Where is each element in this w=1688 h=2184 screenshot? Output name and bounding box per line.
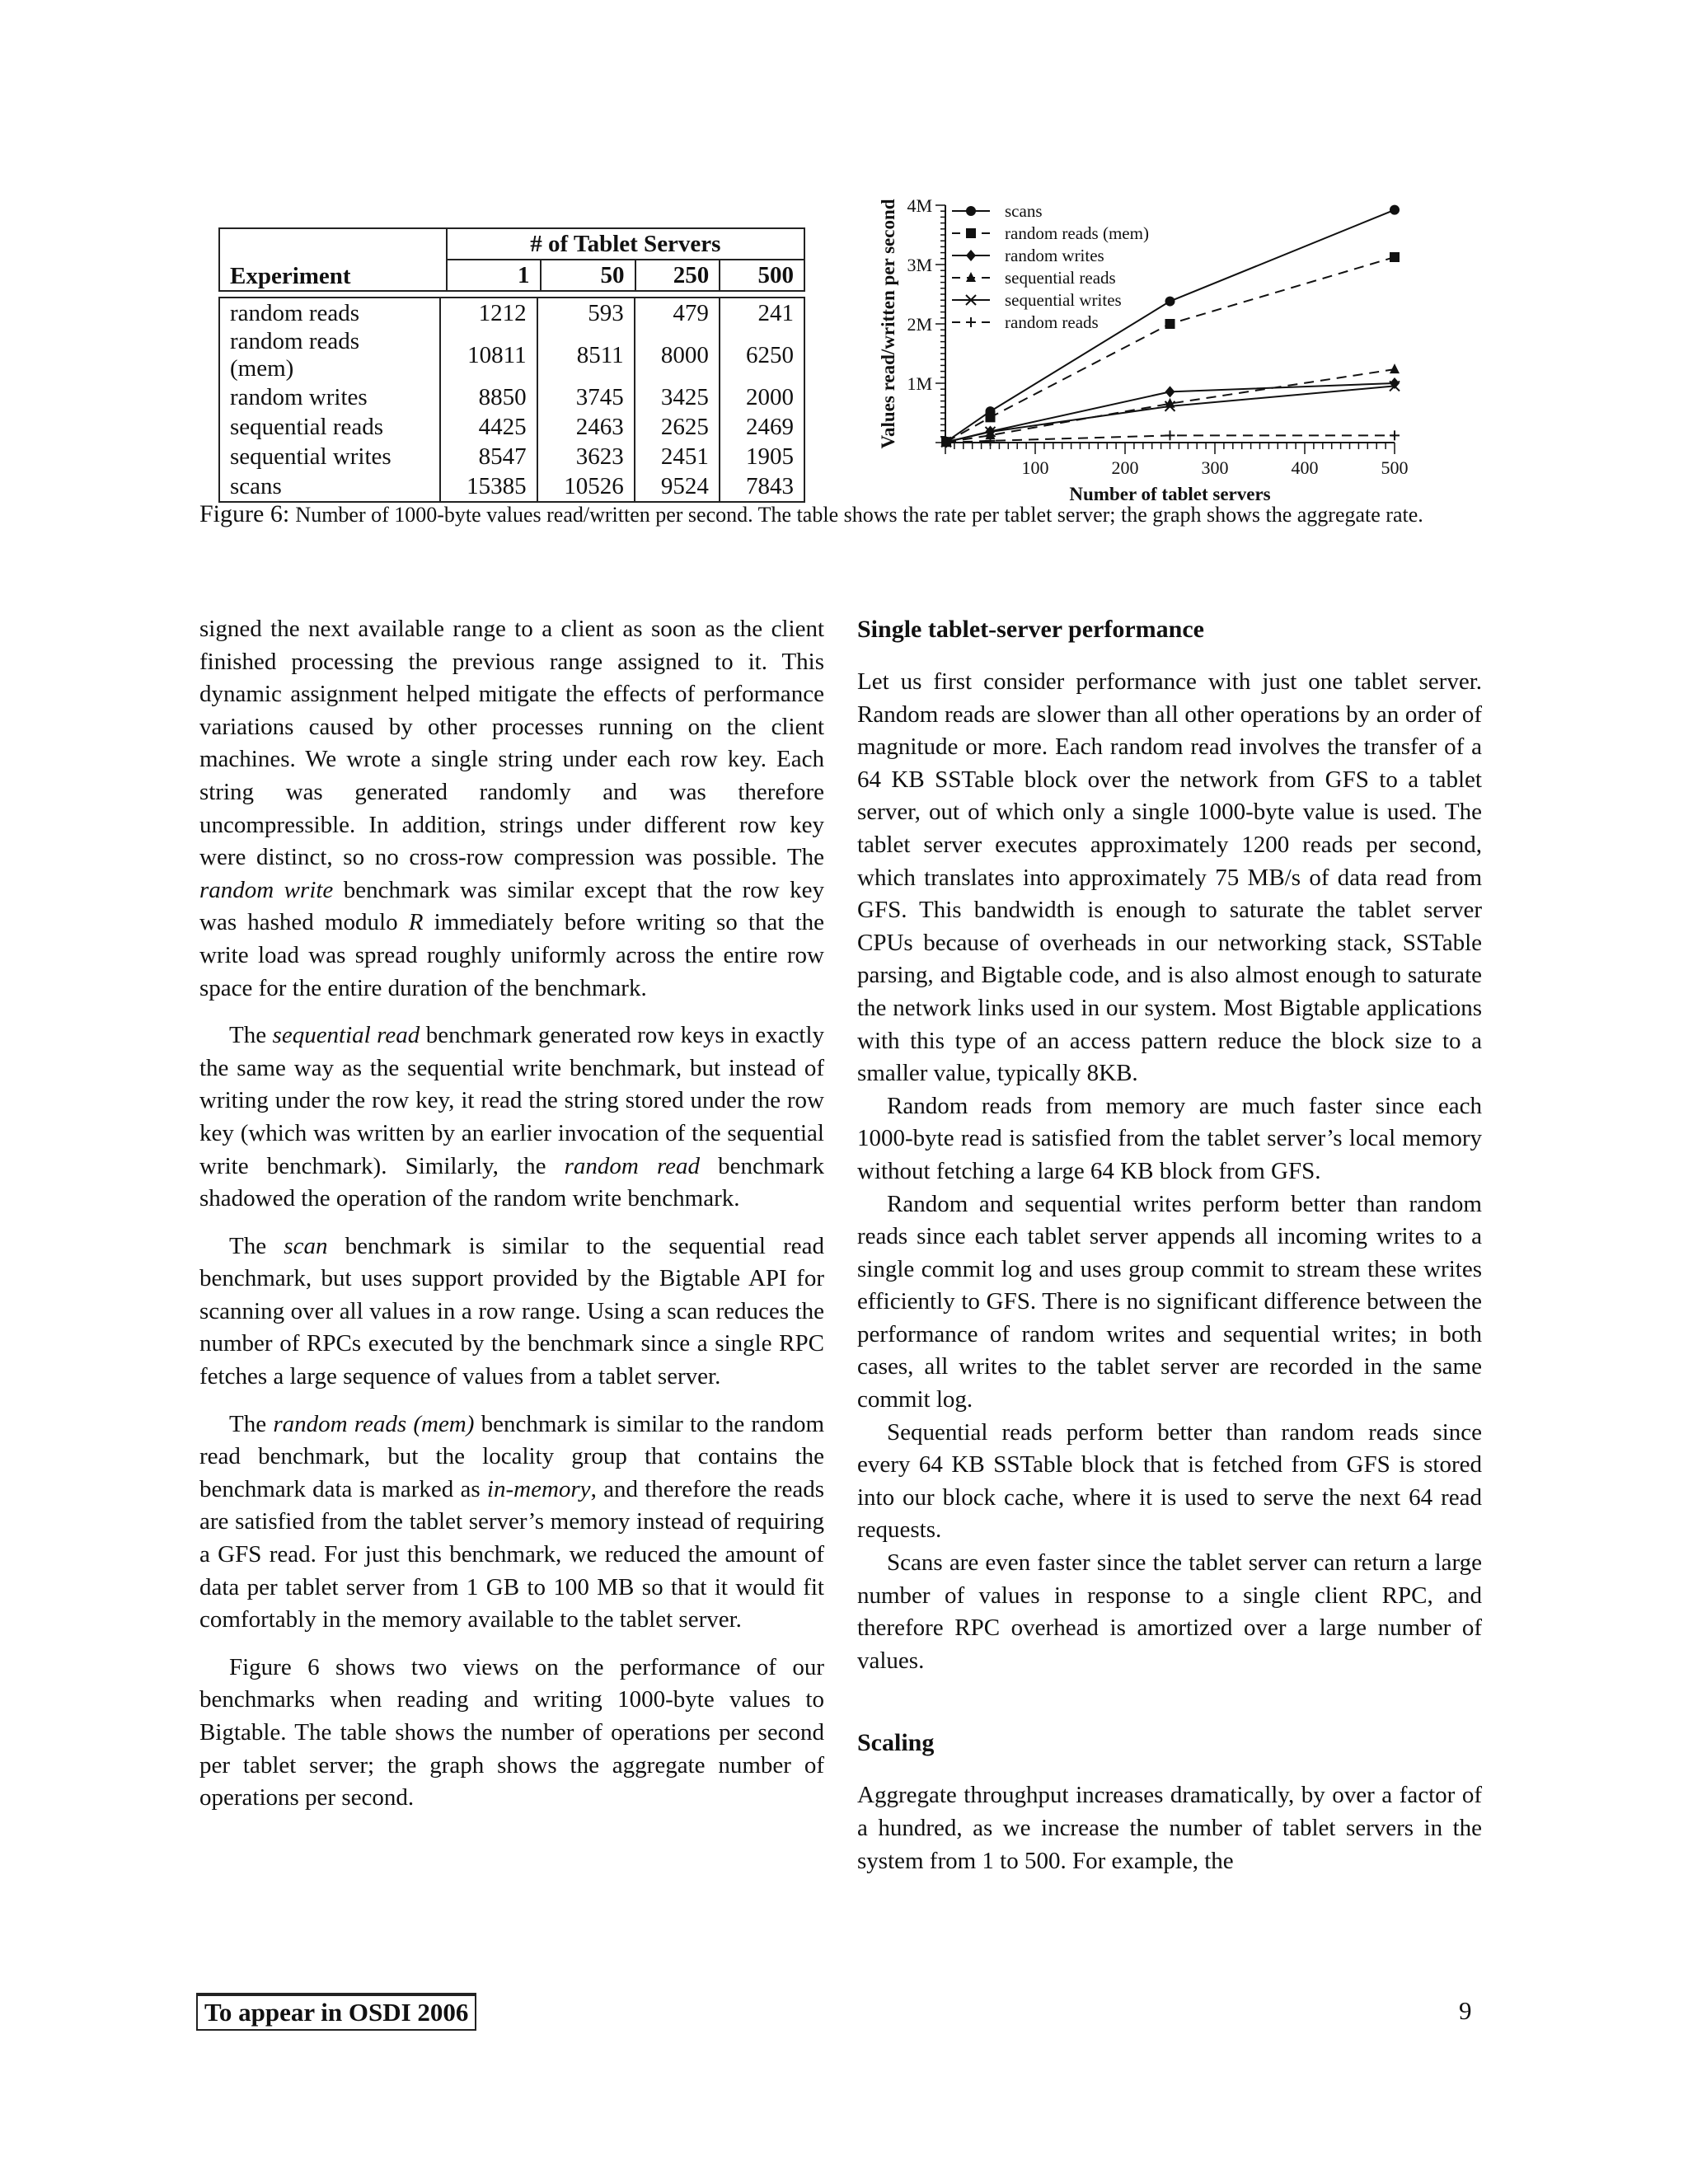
paragraph: Random and sequential writes perform better than random reads since each tablet server appends all incoming writes to a single commit log and uses group commit to stream these writes efficiently to GFS. There is no significant difference between the performance of random writes and sequential writes; in both cases, all writes to the tablet server are recorded in the same commit log. [857,1190,1482,1413]
table-cell: 479 [635,298,720,328]
table-cell: 6250 [720,328,804,382]
legend-item [952,268,1116,288]
table-cell: 1212 [440,298,537,328]
paragraph: Figure 6 shows two views on the performance of our benchmarks when reading and writing 1000-byte values to Bigtable. The table shows the number of operations per second per tablet server; the graph shows the aggregate number of operations per second. [199,1653,824,1811]
venue-label: To appear in OSDI 2006 [196,1993,476,2031]
table-cell: 8850 [440,382,537,412]
x-tick-label: 100 [1021,457,1049,478]
experiment-label: sequential reads [230,413,384,440]
page-number: 9 [1459,1996,1472,2025]
y-tick-label: 1M [907,373,932,394]
experiment-column-header: Experiment [230,263,351,289]
experiment-label: random reads (mem) [230,328,360,382]
svg-text:random writes: random writes [1005,246,1104,265]
left-column [199,613,824,1815]
table-cell: 2625 [635,412,720,442]
paragraph: signed the next available range to a client as soon as the client finished processing the previous range assigned to it. This dynamic assignment helped mitigate the effects of performance variations caused by other processes running on the client machines. We wrote a single string under each row key. Each string was generated randomly and was therefore uncompressible. In addition, strings under different row key were distinct, so no cross-row compression was possible. The random write benchmark was similar except that the row key was hashed modulo R immediately before writing so that the write load was spread roughly uniformly across the entire row space for the entire duration of the benchmark. [199,616,825,1001]
table-cell: 593 [537,298,635,328]
right-column [857,613,1482,1877]
paragraph: Let us first consider performance with just one tablet server. Random reads are slower than all other operations by an order of magnitude or more. Each random read involves the transfer of a 64 KB SSTable block over the network from GFS to a tablet server, out of which only a single 1000-byte value is used. The tablet server executes approximately 1200 reads per second, which translates into approximately 75 MB/s of data read from GFS. This bandwidth is enough to saturate the tablet server CPUs because of overheads in our networking stack, SSTable parsing, and Bigtable code, and is also almost enough to saturate the network links used in our system. Most Bigtable applications with this type of an access pattern reduce the block size to a smaller value, typically 8KB. [857,668,1482,1087]
x-tick-label: 500 [1381,457,1409,478]
y-tick-label: 4M [907,195,932,216]
x-tick-label: 300 [1201,457,1229,478]
table-cell: 2469 [720,412,804,442]
table-cell: 10811 [440,328,537,382]
table-cell: 9524 [635,471,720,502]
paragraph: Scans are even faster since the tablet server can return a large number of values in response to a single client RPC, and therefore RPC overhead is amortized over a large number of values. [857,1549,1482,1674]
table-cell: 10526 [537,471,635,502]
svg-text:sequential writes: sequential writes [1005,290,1122,310]
figure-caption-text: Number of 1000-byte values read/written per second. The table shows the rate per tablet server; the graph shows the aggregate rate. [295,503,1423,527]
table-row [219,442,804,471]
x-axis-title: Number of tablet servers [1069,484,1271,504]
experiment-label: scans [230,472,282,499]
table-cell: 8511 [537,328,635,382]
column-header-1: 1 [447,260,541,291]
table-row [219,298,804,328]
experiment-label: random reads [230,299,360,326]
table-row [219,412,804,442]
table-cell: 2463 [537,412,635,442]
table-cell: 2451 [635,442,720,471]
tablet-servers-group-header: # of Tablet Servers [447,228,804,260]
section-heading-single-tablet-server: Single tablet-server performance [857,616,1204,643]
legend-item [952,312,1099,332]
aggregate-throughput-chart [874,181,1451,511]
per-server-rate-table [218,227,805,503]
column-header-50: 50 [541,260,635,291]
paragraph: The random reads (mem) benchmark is similar to the random read benchmark, but the locality group that contains the benchmark data is marked as in-memory, and therefore the reads are satisfied from the tablet server’s memory instead of requiring a GFS read. For just this benchmark, we reduced the amount of data per tablet server from 1 GB to 100 MB so that it would fit comfortably in the memory available to the tablet server. [199,1410,825,1633]
paragraph: The scan benchmark is similar to the sequential read benchmark, but uses support provided by the Bigtable API for scanning over all values in a row range. Using a scan reduces the number of RPCs executed by the benchmark since a single RPC fetches a large sequence of values from a tablet server. [199,1232,824,1390]
svg-text:scans: scans [1005,201,1043,221]
svg-text:sequential reads: sequential reads [1005,268,1116,288]
table-row [219,382,804,412]
table-cell: 3745 [537,382,635,412]
paragraph: Aggregate throughput increases dramatically, by over a factor of a hundred, as we increase the number of tablet servers in the system from 1 to 500. For example, the [857,1782,1482,1874]
table-cell: 7843 [720,471,804,502]
table-cell: 3623 [537,442,635,471]
legend-item [952,201,1043,221]
svg-text:random reads: random reads [1005,312,1099,332]
table-cell: 4425 [440,412,537,442]
column-header-250: 250 [635,260,720,291]
paragraph: Random reads from memory are much faster since each 1000-byte read is satisfied from the tablet server’s local memory without fetching a large 64 KB block from GFS. [857,1092,1482,1184]
section-heading-scaling: Scaling [857,1729,935,1757]
experiment-label: sequential writes [230,443,392,470]
x-tick-label: 400 [1291,457,1319,478]
y-axis-title: Values read/written per second [878,199,898,449]
y-tick-label: 2M [907,314,932,335]
table-body [218,297,805,503]
table-cell: 15385 [440,471,537,502]
table-cell: 8547 [440,442,537,471]
table-cell: 8000 [635,328,720,382]
table-cell: 1905 [720,442,804,471]
table-cell: 3425 [635,382,720,412]
table-cell: 241 [720,298,804,328]
y-tick-label: 3M [907,255,932,275]
x-tick-label: 200 [1111,457,1139,478]
legend-item [952,223,1149,243]
table-header [218,227,805,292]
legend-item [952,246,1104,265]
table-row [219,328,804,382]
paragraph: The sequential read benchmark generated row keys in exactly the same way as the sequential write benchmark, but instead of writing under the row key, it read the string stored under the row key (which was written by an earlier invocation of the sequential write benchmark). Similarly, the random read benchmark shadowed the operation of the random write benchmark. [199,1022,825,1212]
legend-item [952,290,1122,310]
table-cell: 2000 [720,382,804,412]
figure-label: Figure 6: [199,500,290,527]
column-header-500: 500 [720,260,804,291]
figure-caption [199,498,1485,532]
svg-text:random reads (mem): random reads (mem) [1005,223,1149,243]
paragraph: Sequential reads perform better than random reads since every 64 KB SSTable block that is fetched from GFS is stored into our block cache, where it is used to serve the next 64 read requests. [857,1418,1482,1544]
experiment-label: random writes [230,383,368,410]
